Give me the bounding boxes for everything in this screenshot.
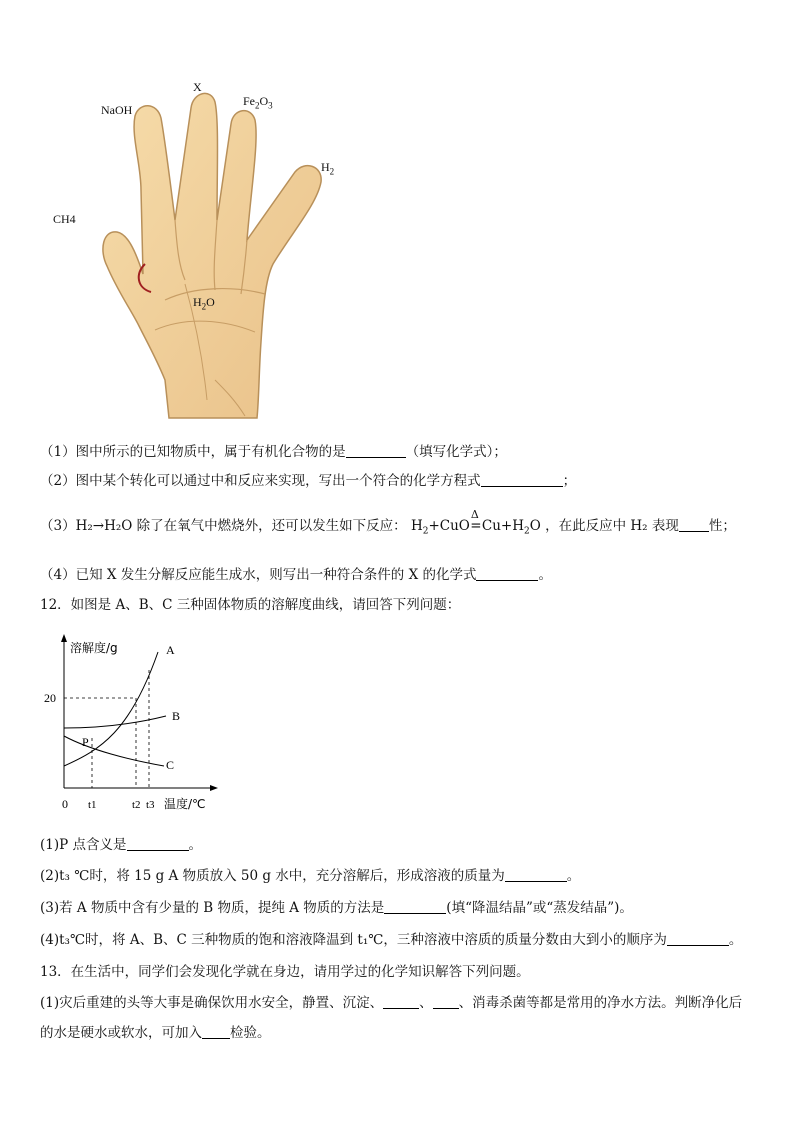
- q11-part3: （3）H₂→H₂O 除了在氧气中燃烧外，还可以发生如下反应： $H_2+CuO$ Δ $=Cu+H_2O$ ，在此反应中 H₂ 表现 性；: [40, 508, 736, 537]
- label-h2o: $H_2O$: [193, 295, 215, 312]
- q13-sub1-line2: 的水是硬水或软水，可加入 检验。: [40, 1025, 271, 1041]
- q13-sub1-line1: (1)灾后重建的头等大事是确保饮用水安全，静置、沉淀、 、 、消毒杀菌等都是常用的净水方法。判断净化后: [40, 995, 743, 1011]
- x-axis-label: 温度/℃: [164, 797, 206, 811]
- label-ch4: CH4: [53, 212, 76, 226]
- q12-title: 12．如图是 A、B、C 三种固体物质的溶解度曲线，请回答下列问题：: [40, 597, 461, 613]
- x-tick-t1: t1: [88, 799, 97, 811]
- q12-sub3: (3)若 A 物质中含有少量的 B 物质，提纯 A 物质的方法是 (填“降温结晶”或“蒸发结晶”)。: [40, 900, 633, 916]
- reaction-equation: $H_2+CuO$ Δ $=Cu+H_2O$: [410, 508, 541, 537]
- hand-shape: [103, 93, 321, 418]
- x-axis-arrow: [210, 785, 218, 791]
- q12-sub4: (4)t₃℃时，将 A、B、C 三种物质的饱和溶液降温到 t₁℃，三种溶液中溶质的质量分数由大到小的顺序为 。: [40, 932, 743, 948]
- label-h2: $H_2$: [321, 160, 335, 177]
- curve-a: [64, 652, 158, 766]
- series-c-label: C: [166, 758, 175, 772]
- point-p-label: P: [82, 735, 89, 749]
- x-tick-t3: t3: [146, 799, 155, 811]
- q11-part1: （1）图中所示的已知物质中，属于有机化合物的是 （填写化学式）；: [40, 444, 507, 460]
- curve-b: [64, 716, 166, 728]
- origin-label: 0: [62, 797, 68, 811]
- q12-sub2: (2)t₃ ℃时，将 15 g A 物质放入 50 g 水中，充分溶解后，形成溶液的质量为 。: [40, 868, 581, 884]
- series-a-label: A: [166, 643, 175, 657]
- q12-sub1: (1)P 点含义是 。: [40, 837, 202, 853]
- label-fe2o3: $Fe_2O_3$: [243, 94, 273, 111]
- series-b-label: B: [172, 709, 181, 723]
- y-tick-20: 20: [44, 691, 56, 705]
- y-axis-label: 溶解度/g: [70, 641, 118, 655]
- solubility-chart: [40, 632, 230, 816]
- x-tick-t2: t2: [132, 799, 141, 811]
- q11-part4: （4）已知 X 发生分解反应能生成水，则写出一种符合条件的 X 的化学式 。: [40, 567, 552, 583]
- label-naoh: NaOH: [101, 103, 133, 117]
- q11-part2: （2）图中某个转化可以通过中和反应来实现，写出一个符合的化学方程式 ；: [40, 473, 577, 489]
- label-x: X: [193, 80, 202, 94]
- y-axis-arrow: [61, 634, 67, 642]
- q13-title: 13．在生活中，同学们会发现化学就在身边，请用学过的化学知识解答下列问题。: [40, 964, 530, 980]
- hand-illustration: [95, 80, 345, 420]
